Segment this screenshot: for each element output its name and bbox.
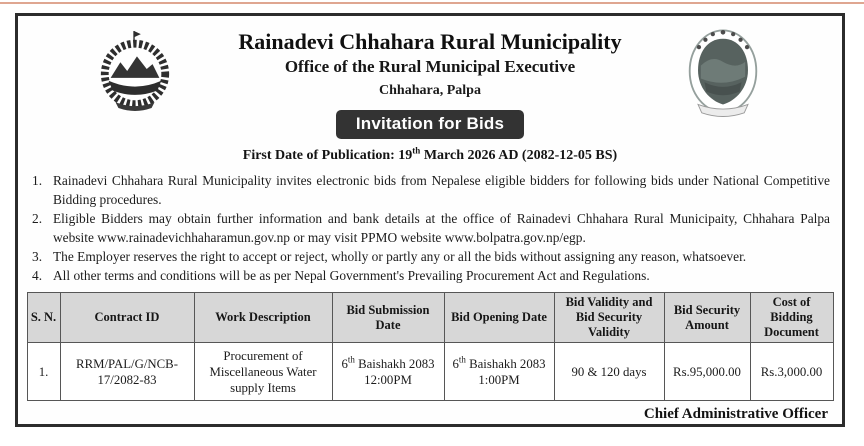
list-item (32, 266, 830, 285)
list-item-text: Eligible Bidders may obtain further information and bank details at the office of Rainadevi Chhahara Rural Municipaity, Chhahara Palpa website www.rainadevichhaharamun.gov.np or may visit PPMO website www.bolpatra.gov.np/egp. (53, 211, 830, 245)
cell-work-description: Procurement of Miscellaneous Water supply Items (194, 343, 332, 401)
cell-sn: 1. (27, 343, 60, 401)
nepal-coat-of-arms-icon (96, 30, 174, 112)
office-subtitle: Office of the Rural Municipal Executive (284, 57, 576, 76)
notice-list (32, 171, 830, 285)
list-item (32, 209, 830, 247)
opening-time: 1:00PM (478, 372, 520, 387)
cell-bid-security-amount: Rs.95,000.00 (664, 343, 750, 401)
list-item-number: 2. (32, 211, 43, 226)
location-line: Chhahara, Palpa (379, 83, 481, 98)
page-top-divider (0, 2, 864, 4)
document-header (18, 16, 842, 100)
cell-bid-validity: 90 & 120 days (554, 343, 664, 401)
cell-contract-id: RRM/PAL/G/NCB-17/2082-83 (60, 343, 194, 401)
cell-cost-of-bidding-document: Rs.3,000.00 (750, 343, 833, 401)
list-item-number: 1. (32, 173, 43, 188)
col-header-contract-id: Contract ID (60, 293, 194, 343)
list-item-text: Rainadevi Chhahara Rural Municipality invites electronic bids from Nepalese eligible bidders for following bids under National Competitive Bidding procedures. (53, 173, 830, 207)
table-row (27, 343, 833, 401)
table-header-row (27, 293, 833, 343)
list-item (32, 247, 830, 266)
submission-month: Baishakh 2083 (354, 356, 435, 371)
list-item (32, 171, 830, 209)
municipality-logo-icon (686, 26, 760, 120)
col-header-bid-validity: Bid Validity and Bid Security Validity (554, 293, 664, 343)
submission-time: 12:00PM (364, 372, 412, 387)
bids-table (27, 292, 834, 401)
col-header-bid-security-amount: Bid Security Amount (664, 293, 750, 343)
opening-ordinal: th (458, 354, 466, 365)
invitation-notice-document (15, 13, 845, 427)
col-header-sn: S. N. (27, 293, 60, 343)
col-header-bid-submission-date: Bid Submission Date (332, 293, 444, 343)
publication-date-ordinal: th (412, 145, 421, 156)
list-item-text: All other terms and conditions will be as per Nepal Government's Prevailing Procurement Act and Regulations. (53, 268, 650, 283)
signatory-line: Chief Administrative Officer (643, 406, 828, 422)
opening-month: Baishakh 2083 (465, 356, 546, 371)
list-item-text: The Employer reserves the right to accept or reject, wholly or partly any or all the bids without assigning any reason, whatsoever. (53, 249, 747, 264)
col-header-bid-opening-date: Bid Opening Date (444, 293, 554, 343)
municipality-title: Rainadevi Chhahara Rural Municipality (238, 29, 622, 54)
cell-bid-submission-date (332, 343, 444, 401)
submission-day: 6 (341, 356, 348, 371)
submission-ordinal: th (347, 354, 355, 365)
list-item-number: 3. (32, 249, 43, 264)
col-header-cost-of-bidding-document: Cost of Bidding Document (750, 293, 833, 343)
cell-bid-opening-date (444, 343, 554, 401)
publication-date-line (18, 145, 842, 164)
col-header-work-description: Work Description (194, 293, 332, 343)
opening-day: 6 (452, 356, 459, 371)
publication-date-rest: March 2026 AD (2082-12-05 BS) (420, 148, 618, 163)
invitation-for-bids-banner: Invitation for Bids (336, 110, 524, 139)
publication-date-text: First Date of Publication: 19 (242, 148, 413, 163)
list-item-number: 4. (32, 268, 43, 283)
